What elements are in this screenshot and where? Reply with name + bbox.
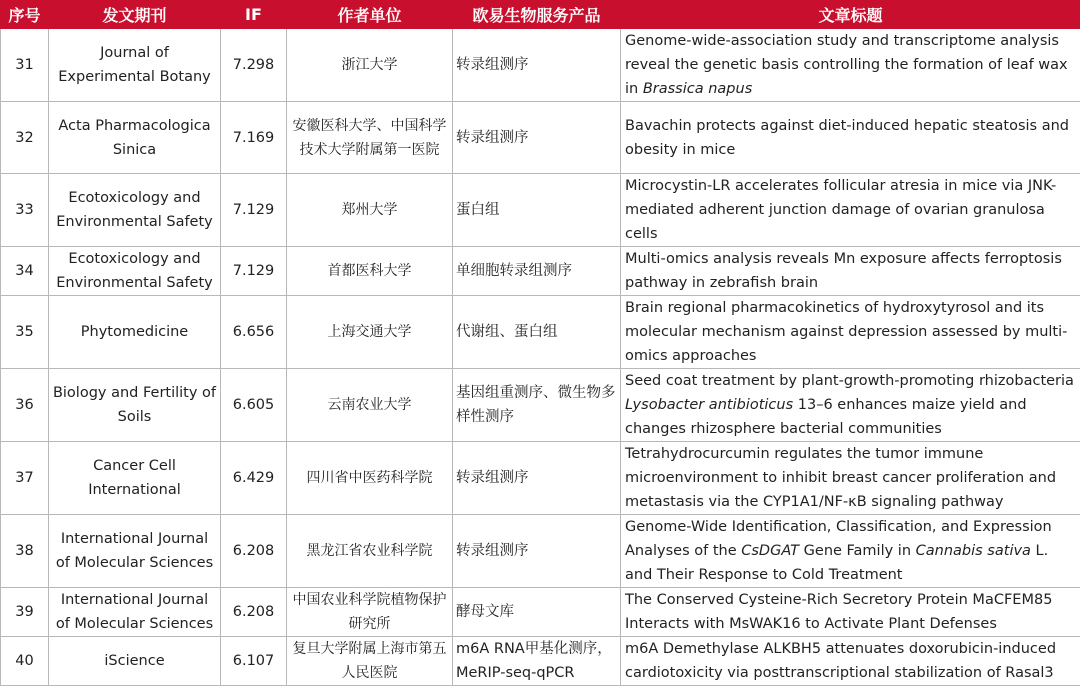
journal-cell: Cancer Cell International — [49, 442, 221, 515]
impact-factor-cell: 7.129 — [221, 247, 287, 296]
row-number: 39 — [1, 588, 49, 637]
institution-cell: 四川省中医药科学院 — [287, 442, 453, 515]
institution-cell: 中国农业科学院植物保护研究所 — [287, 588, 453, 637]
article-title-cell — [621, 588, 1080, 637]
journal-cell: iScience — [49, 637, 221, 686]
title-part: The Conserved Cysteine-Rich Secretory Protein MaCFEM85 Interacts with MsWAK16 to Activate Plant Defenses — [625, 592, 1052, 632]
product-cell: 代谢组、蛋白组 — [453, 296, 621, 369]
title-part: L. and Their Response to Cold Treatment — [625, 543, 1048, 583]
header-no: 序号 — [1, 1, 49, 29]
table-body — [1, 29, 1080, 686]
impact-factor-cell: 6.208 — [221, 588, 287, 637]
table-row — [1, 29, 1080, 102]
title-part: Multi-omics analysis reveals Mn exposure affects ferroptosis pathway in zebrafish brain — [625, 251, 1062, 291]
article-title-cell — [621, 296, 1080, 369]
title-part: Tetrahydrocurcumin regulates the tumor immune microenvironment to inhibit breast cancer proliferation and metastasis via the CYP1A1/NF-κB signaling pathway — [625, 446, 1056, 510]
title-part: Brain regional pharmacokinetics of hydroxytyrosol and its molecular mechanism against depression assessed by multi-omics approaches — [625, 300, 1067, 364]
product-cell: 单细胞转录组测序 — [453, 247, 621, 296]
impact-factor-cell: 6.656 — [221, 296, 287, 369]
product-cell: 转录组测序 — [453, 442, 621, 515]
header-product: 欧易生物服务产品 — [453, 1, 621, 29]
article-title-cell — [621, 637, 1080, 686]
header-if: IF — [221, 1, 287, 29]
impact-factor-cell: 7.129 — [221, 174, 287, 247]
table-row — [1, 174, 1080, 247]
article-title-cell — [621, 174, 1080, 247]
row-number: 33 — [1, 174, 49, 247]
table-row — [1, 442, 1080, 515]
institution-cell: 安徽医科大学、中国科学技术大学附属第一医院 — [287, 102, 453, 174]
title-part: Genome-Wide Identification, Classification, and Expression Analyses of the — [625, 519, 1052, 559]
table-row — [1, 247, 1080, 296]
product-cell: m6A RNA甲基化测序，MeRIP-seq-qPCR — [453, 637, 621, 686]
impact-factor-cell: 6.429 — [221, 442, 287, 515]
title-italic-part: Brassica napus — [643, 81, 752, 97]
header-title: 文章标题 — [621, 1, 1080, 29]
row-number: 31 — [1, 29, 49, 102]
table-row — [1, 515, 1080, 588]
title-part: 13–6 enhances maize yield and changes rhizosphere bacterial communities — [625, 397, 1027, 437]
row-number: 38 — [1, 515, 49, 588]
journal-cell: Acta Pharmacologica Sinica — [49, 102, 221, 174]
title-part: Bavachin protects against diet-induced hepatic steatosis and obesity in mice — [625, 118, 1069, 158]
institution-cell: 上海交通大学 — [287, 296, 453, 369]
institution-cell: 复旦大学附属上海市第五人民医院 — [287, 637, 453, 686]
impact-factor-cell: 6.605 — [221, 369, 287, 442]
row-number: 37 — [1, 442, 49, 515]
journal-cell: Ecotoxicology and Environmental Safety — [49, 247, 221, 296]
row-number: 36 — [1, 369, 49, 442]
title-part: Gene Family in — [799, 543, 916, 559]
row-number: 35 — [1, 296, 49, 369]
row-number: 32 — [1, 102, 49, 174]
product-cell: 转录组测序 — [453, 102, 621, 174]
impact-factor-cell: 6.208 — [221, 515, 287, 588]
journal-cell: Biology and Fertility of Soils — [49, 369, 221, 442]
row-number: 40 — [1, 637, 49, 686]
article-title-cell — [621, 102, 1080, 174]
table-row — [1, 637, 1080, 686]
table-row — [1, 102, 1080, 174]
impact-factor-cell: 6.107 — [221, 637, 287, 686]
product-cell: 基因组重测序、微生物多样性测序 — [453, 369, 621, 442]
product-cell: 转录组测序 — [453, 29, 621, 102]
journal-cell: Ecotoxicology and Environmental Safety — [49, 174, 221, 247]
header-journal: 发文期刊 — [49, 1, 221, 29]
article-title-cell — [621, 442, 1080, 515]
title-italic-part: Lysobacter antibioticus — [625, 397, 793, 413]
impact-factor-cell: 7.169 — [221, 102, 287, 174]
title-italic-part: Cannabis sativa — [916, 543, 1031, 559]
table-row — [1, 369, 1080, 442]
institution-cell: 云南农业大学 — [287, 369, 453, 442]
title-italic-part: CsDGAT — [741, 543, 799, 559]
table-header-row — [1, 1, 1080, 29]
header-institution: 作者单位 — [287, 1, 453, 29]
article-title-cell — [621, 369, 1080, 442]
institution-cell: 黑龙江省农业科学院 — [287, 515, 453, 588]
impact-factor-cell: 7.298 — [221, 29, 287, 102]
row-number: 34 — [1, 247, 49, 296]
institution-cell: 首都医科大学 — [287, 247, 453, 296]
title-part: Seed coat treatment by plant-growth-promoting rhizobacteria — [625, 373, 1074, 389]
journal-cell: Journal of Experimental Botany — [49, 29, 221, 102]
table-row — [1, 588, 1080, 637]
product-cell: 酵母文库 — [453, 588, 621, 637]
title-part: Genome-wide-association study and transcriptome analysis reveal the genetic basis controlling the formation of leaf wax in — [625, 33, 1068, 97]
product-cell: 转录组测序 — [453, 515, 621, 588]
product-cell: 蛋白组 — [453, 174, 621, 247]
table-row — [1, 296, 1080, 369]
institution-cell: 郑州大学 — [287, 174, 453, 247]
title-part: Microcystin-LR accelerates follicular atresia in mice via JNK-mediated adherent junction damage of ovarian granulosa cells — [625, 178, 1056, 242]
article-title-cell — [621, 29, 1080, 102]
institution-cell: 浙江大学 — [287, 29, 453, 102]
journal-cell: International Journal of Molecular Sciences — [49, 515, 221, 588]
journal-cell: International Journal of Molecular Sciences — [49, 588, 221, 637]
article-title-cell — [621, 515, 1080, 588]
title-part: m6A Demethylase ALKBH5 attenuates doxorubicin-induced cardiotoxicity via posttranscriptional stabilization of Rasal3 — [625, 641, 1056, 681]
article-title-cell — [621, 247, 1080, 296]
journal-cell: Phytomedicine — [49, 296, 221, 369]
